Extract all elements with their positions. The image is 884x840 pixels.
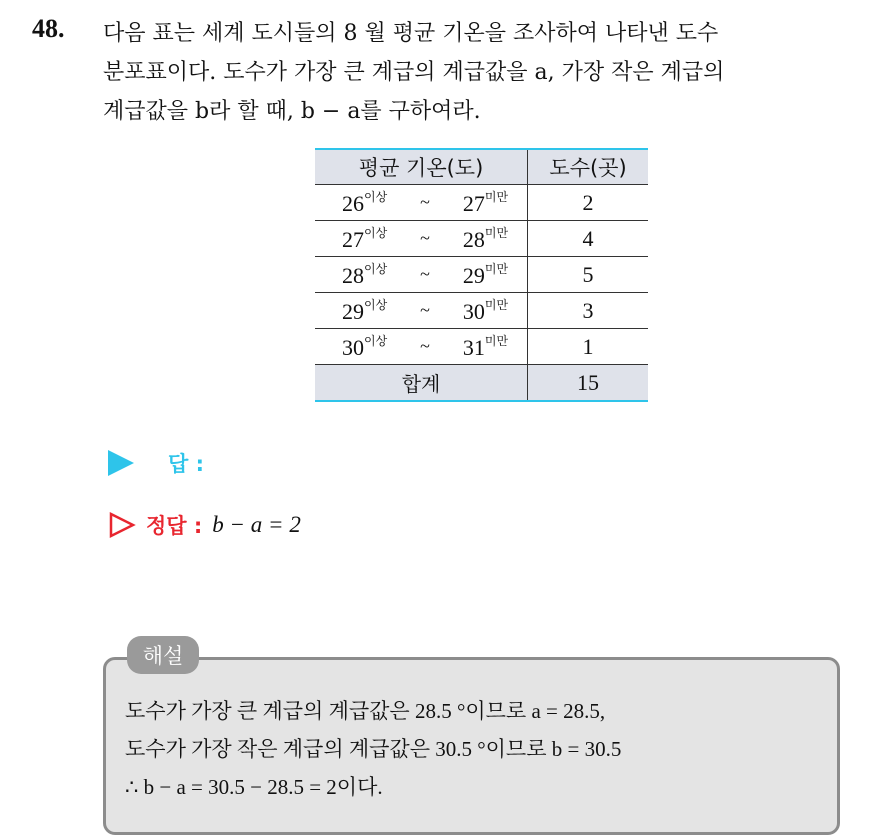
range-from: $29^{이상}$ [342, 298, 388, 324]
range-separator: ~ [420, 300, 430, 320]
class-range [315, 257, 528, 293]
range-to: $29^{미만}$ [462, 262, 509, 288]
frequency-table [315, 148, 648, 402]
correct-answer-label: 정답 : [146, 514, 203, 538]
explanation-line: 도수가 가장 큰 계급의 계급값은 28.5 °이므로 a = 28.5, [125, 699, 606, 723]
range-from: $28^{이상}$ [342, 262, 388, 288]
correct-answer-value: b − a = 2 [212, 512, 301, 537]
class-count: 2 [528, 185, 648, 221]
question-line: 다음 표는 세계 도시들의 8 월 평균 기온을 조사하여 나타낸 도수 [103, 21, 719, 46]
play-arrow-icon [108, 450, 134, 476]
range-separator: ~ [420, 264, 430, 284]
table-row [315, 221, 648, 257]
question-text [103, 14, 863, 131]
class-range [315, 221, 528, 257]
answer-label: 답 : [168, 452, 204, 476]
header-count: 도수(곳) [528, 149, 648, 185]
range-to: $28^{미만}$ [462, 226, 509, 252]
range-to: $27^{미만}$ [462, 190, 509, 216]
question-line: 계급값을 b라 할 때, b − a를 구하여라. [103, 99, 481, 124]
answer-row [108, 448, 204, 478]
outline-arrow-icon [108, 511, 136, 539]
explanation-line: ∴ b − a = 30.5 − 28.5 = 2이다. [125, 775, 383, 799]
explanation-tab: 해설 [127, 636, 199, 674]
table-total-row [315, 365, 648, 402]
table-row [315, 293, 648, 329]
table-row [315, 185, 648, 221]
range-to: $31^{미만}$ [462, 334, 509, 360]
class-range [315, 293, 528, 329]
range-separator: ~ [420, 228, 430, 248]
class-range [315, 329, 528, 365]
range-from: $27^{이상}$ [342, 226, 388, 252]
class-count: 3 [528, 293, 648, 329]
range-separator: ~ [420, 192, 430, 212]
table-row [315, 329, 648, 365]
table-header-row [315, 149, 648, 185]
range-from: $26^{이상}$ [342, 190, 388, 216]
class-count: 5 [528, 257, 648, 293]
class-count: 1 [528, 329, 648, 365]
class-count: 4 [528, 221, 648, 257]
header-temperature: 평균 기온(도) [315, 149, 528, 185]
total-label: 합계 [315, 365, 528, 402]
explanation-text [125, 692, 621, 806]
range-from: $30^{이상}$ [342, 334, 388, 360]
question-line: 분포표이다. 도수가 가장 큰 계급의 계급값을 a, 가장 작은 계급의 [103, 60, 725, 85]
explanation-line: 도수가 가장 작은 계급의 계급값은 30.5 °이므로 b = 30.5 [125, 737, 622, 761]
table-row [315, 257, 648, 293]
class-range [315, 185, 528, 221]
total-value: 15 [528, 365, 648, 402]
correct-answer-row [108, 510, 301, 540]
question-number: 48. [32, 14, 65, 43]
range-to: $30^{미만}$ [462, 298, 509, 324]
range-separator: ~ [420, 336, 430, 356]
